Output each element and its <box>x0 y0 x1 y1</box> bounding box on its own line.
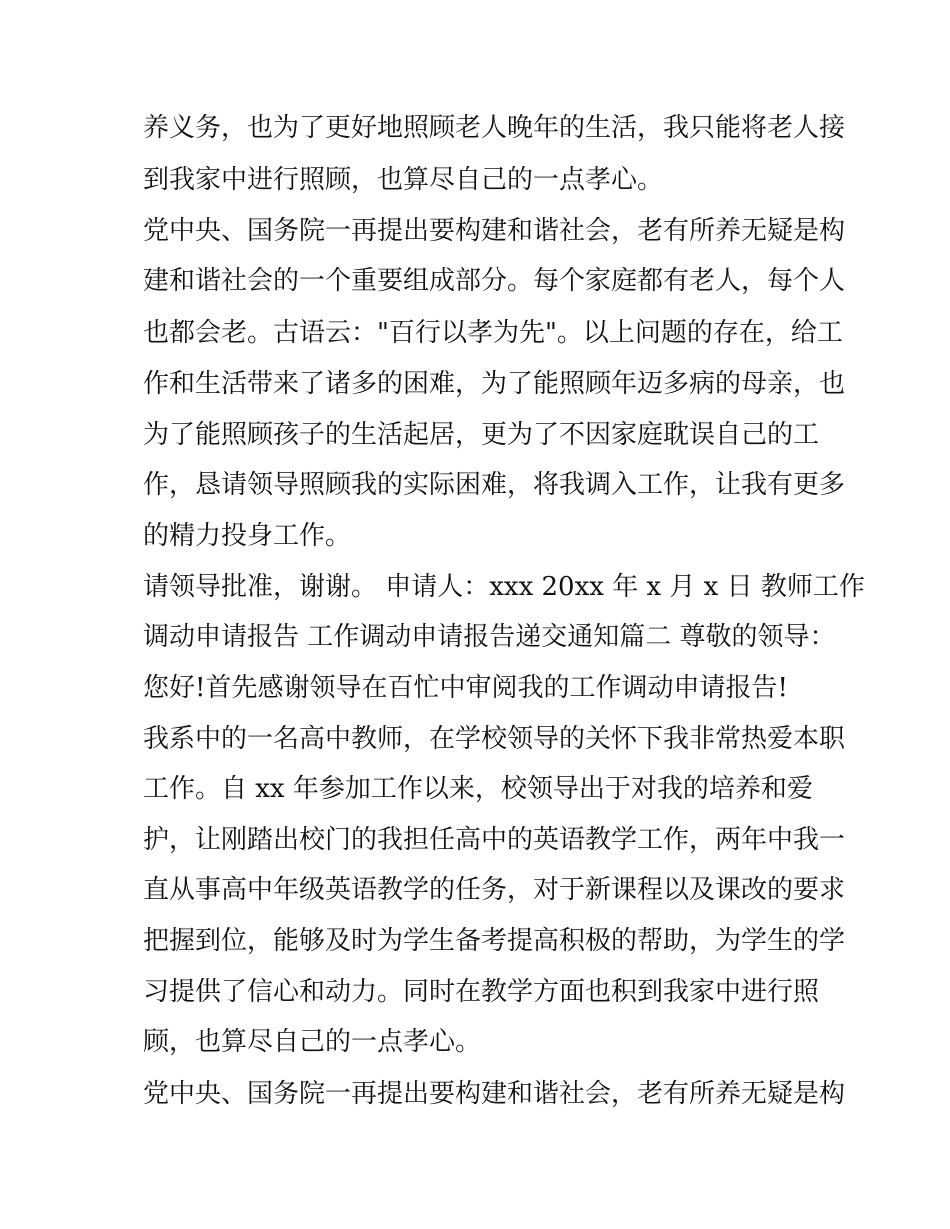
text-line: 习提供了信心和动力。同时在教学方面也积到我家中进行照 <box>143 977 820 1007</box>
text-line: 也都会老。古语云："百行以孝为先"。以上问题的存在，给工 <box>143 318 843 348</box>
text-line: 请领导批准，谢谢。 申请人：xxx 20xx 年 x 月 x 日 教师工作 <box>143 572 865 602</box>
text-line: 直从事高中年级英语教学的任务，对于新课程以及课改的要求 <box>143 875 846 905</box>
text-line: 护，让刚踏出校门的我担任高中的英语教学工作，两年中我一 <box>143 825 846 855</box>
text-line: 作和生活带来了诸多的困难，为了能照顾年迈多病的母亲，也 <box>143 369 846 399</box>
text-line: 我系中的一名高中教师，在学校领导的关怀下我非常热爱本职 <box>143 724 846 754</box>
text-line: 顾，也算尽自己的一点孝心。 <box>143 1027 482 1057</box>
text-line: 为了能照顾孩子的生活起居，更为了不因家庭耽误自己的工 <box>143 420 820 450</box>
text-line: 党中央、国务院一再提出要构建和谐社会，老有所养无疑是构 <box>143 216 846 246</box>
text-line: 到我家中进行照顾，也算尽自己的一点孝心。 <box>143 165 664 195</box>
text-line: 工作。自 xx 年参加工作以来，校领导出于对我的培养和爱 <box>143 774 813 804</box>
text-line: 养义务，也为了更好地照顾老人晚年的生活，我只能将老人接 <box>143 113 846 143</box>
text-line: 把握到位，能够及时为学生备考提高积极的帮助，为学生的学 <box>143 926 846 956</box>
text-line: 建和谐社会的一个重要组成部分。每个家庭都有老人，每个人 <box>143 266 846 296</box>
text-line: 您好!首先感谢领导在百忙中审阅我的工作调动申请报告! <box>143 673 788 703</box>
text-line: 调动申请报告 工作调动申请报告递交通知篇二 尊敬的领导： <box>143 622 836 652</box>
text-line: 作，恳请领导照顾我的实际困难，将我调入工作，让我有更多 <box>143 470 846 500</box>
text-line: 党中央、国务院一再提出要构建和谐社会，老有所养无疑是构 <box>143 1079 846 1109</box>
text-line: 的精力投身工作。 <box>143 521 352 551</box>
